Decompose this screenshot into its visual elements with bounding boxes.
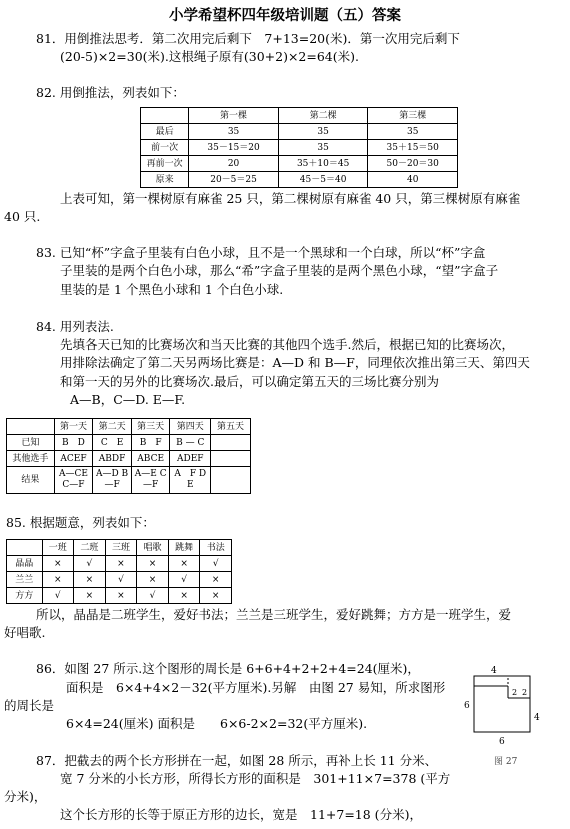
table-cell: 第五天 <box>211 419 251 435</box>
table-cell: 晶晶 <box>7 556 43 572</box>
table-cell: × <box>42 556 74 572</box>
q87-line2: 宽 7 分米的小长方形，所得长方形的面积是 301+11×7=378 (平方 <box>60 771 451 786</box>
table-cell: 45－5＝40 <box>278 172 368 188</box>
table-cell: 最后 <box>141 124 189 140</box>
figure-caption: 图 27 <box>494 757 518 767</box>
table-cell <box>211 451 251 467</box>
table-cell: 原来 <box>141 172 189 188</box>
table-cell: √ <box>105 572 137 588</box>
table-cell: × <box>105 556 137 572</box>
q84-line3: 用排除法确定了第二天另两场比赛是：A—D 和 B—F，同理依次推出第三天、第四天 <box>60 355 530 370</box>
q85-line2: 所以，晶晶是二班学生，爱好书法；兰兰是三班学生，爱好跳舞；方方是一班学生，爱 <box>36 607 512 622</box>
q84-line5: A—B，C—D. E—F. <box>70 392 186 407</box>
figure-label-inner-b: 2 <box>522 688 528 697</box>
figure-label-left: 6 <box>464 701 470 711</box>
figure-27 <box>462 662 562 770</box>
table-row <box>141 124 458 140</box>
table-cell: √ <box>137 588 169 604</box>
table-cell: C E <box>93 435 132 451</box>
table-cell: 35－15＝20 <box>189 140 279 156</box>
table-cell: × <box>137 572 169 588</box>
q81-line1: 81．用倒推法思考．第二次用完后剩下 7+13=20(米)．第一次用完后剩下 <box>36 31 460 46</box>
q83-line3: 里装的是 1 个黑色小球和 1 个白色小球. <box>60 282 284 297</box>
table-cell: × <box>74 572 106 588</box>
q82-line1: 82. 用倒推法，列表如下： <box>36 85 185 100</box>
table-cell <box>141 108 189 124</box>
table-header-row <box>7 419 251 435</box>
q86-line3: 的周长是 <box>4 698 55 713</box>
table-cell: × <box>168 556 200 572</box>
table-cell: × <box>200 588 232 604</box>
figure-label-top: 4 <box>491 666 497 676</box>
q82-table <box>140 107 458 188</box>
table-cell: × <box>105 588 137 604</box>
table-cell: × <box>42 572 74 588</box>
q84-line1: 84. 用列表法. <box>36 319 114 334</box>
table-cell: 再前一次 <box>141 156 189 172</box>
q85-line3: 好唱歌. <box>4 625 46 640</box>
q86-line2: 面积是 6×4+4×2－32(平方厘米).另解 由图 27 易知，所求图形 <box>66 680 446 695</box>
table-cell: × <box>137 556 169 572</box>
table-row <box>141 172 458 188</box>
table-cell: B D <box>54 435 93 451</box>
table-cell: 第二棵 <box>278 108 368 124</box>
table-row <box>7 556 232 572</box>
q84-table <box>6 418 251 494</box>
q85-line1: 85. 根据题意，列表如下： <box>6 515 155 530</box>
table-row <box>7 435 251 451</box>
q83-line2: 子里装的是两个白色小球，那么“希”字盒子里装的是两个黑色小球，“望”字盒子 <box>60 263 499 278</box>
q84-line4: 和第一天的另外的比赛场次.最后，可以确定第五天的三场比赛分别为 <box>60 374 439 389</box>
table-row <box>7 572 232 588</box>
table-cell <box>211 467 251 494</box>
table-cell: 35 <box>368 124 458 140</box>
table-cell: A—CE C—F <box>54 467 93 494</box>
table-cell: 35＋15＝50 <box>368 140 458 156</box>
table-cell: 40 <box>368 172 458 188</box>
table-cell: ACEF <box>54 451 93 467</box>
table-cell: × <box>200 572 232 588</box>
table-cell: √ <box>168 572 200 588</box>
q81-line2: (20-5)×2=30(米).这根绳子原有(30+2)×2=64(米). <box>60 49 359 64</box>
table-cell: 兰兰 <box>7 572 43 588</box>
table-cell: 结果 <box>7 467 55 494</box>
q82-line2: 上表可知，第一棵树原有麻雀 25 只，第二棵树原有麻雀 40 只，第三棵树原有麻雀 <box>60 191 521 206</box>
table-cell: √ <box>42 588 74 604</box>
table-cell: 第一天 <box>54 419 93 435</box>
table-cell: 50－20＝30 <box>368 156 458 172</box>
table-cell: 第四天 <box>170 419 211 435</box>
q84-line2: 先填各天已知的比赛场次和当天比赛的其他四个选手.然后，根据已知的比赛场次， <box>60 337 514 352</box>
table-cell: A—D B—F <box>93 467 132 494</box>
table-cell: 第三天 <box>131 419 170 435</box>
table-cell: 第二天 <box>93 419 132 435</box>
table-row <box>7 467 251 494</box>
table-cell: 其他选手 <box>7 451 55 467</box>
table-cell: 跳舞 <box>168 540 200 556</box>
table-cell: 前一次 <box>141 140 189 156</box>
table-cell: 唱歌 <box>137 540 169 556</box>
table-cell <box>7 419 55 435</box>
table-cell: ADEF <box>170 451 211 467</box>
table-cell: 三班 <box>105 540 137 556</box>
table-cell <box>7 540 43 556</box>
table-row <box>7 588 232 604</box>
table-cell: 一班 <box>42 540 74 556</box>
page-title: 小学希望杯四年级培训题（五）答案 <box>169 7 401 24</box>
table-cell: √ <box>200 556 232 572</box>
q86-line1: 86．如图 27 所示.这个图形的周长是 6+6+4+2+2+4=24(厘米)， <box>36 661 420 676</box>
table-cell: 20 <box>189 156 279 172</box>
table-cell: √ <box>74 556 106 572</box>
table-cell: A F D E <box>170 467 211 494</box>
table-row <box>7 451 251 467</box>
table-cell <box>211 435 251 451</box>
figure-label-bottom: 6 <box>499 737 505 747</box>
table-cell: 书法 <box>200 540 232 556</box>
table-cell: 第三棵 <box>368 108 458 124</box>
table-row <box>141 140 458 156</box>
table-cell: B — C <box>170 435 211 451</box>
table-cell: ABDF <box>93 451 132 467</box>
q87-line1: 87．把截去的两个长方形拼在一起，如图 28 所示，再补上长 11 分米、 <box>36 753 438 768</box>
table-cell: B F <box>131 435 170 451</box>
table-header-row <box>141 108 458 124</box>
table-cell: 已知 <box>7 435 55 451</box>
table-row <box>141 156 458 172</box>
table-cell: 35 <box>189 124 279 140</box>
table-cell: × <box>74 588 106 604</box>
q82-line3: 40 只. <box>4 209 41 224</box>
q83-line1: 83. 已知“杯”字盒子里装有白色小球，且不是一个黑球和一个白球，所以“杯”字盒 <box>36 245 486 260</box>
table-cell: A—E C—F <box>131 467 170 494</box>
q86-line4: 6×4=24(厘米) 面积是 6×6-2×2=32(平方厘米). <box>66 716 368 731</box>
table-cell: ABCE <box>131 451 170 467</box>
figure-label-right: 4 <box>534 713 540 723</box>
figure-27-drawing <box>462 662 562 770</box>
table-cell: 二班 <box>74 540 106 556</box>
q87-line4: 这个长方形的长等于原正方形的边长，宽是 11+7=18 (分米)， <box>60 807 422 822</box>
table-cell: 第一棵 <box>189 108 279 124</box>
figure-label-inner-a: 2 <box>512 688 518 697</box>
table-header-row <box>7 540 232 556</box>
table-cell: 35 <box>278 124 368 140</box>
q85-table <box>6 539 232 604</box>
table-cell: 35＋10＝45 <box>278 156 368 172</box>
table-cell: 20－5＝25 <box>189 172 279 188</box>
table-cell: × <box>168 588 200 604</box>
q87-line3: 分米)， <box>4 789 47 804</box>
table-cell: 35 <box>278 140 368 156</box>
table-cell: 方方 <box>7 588 43 604</box>
